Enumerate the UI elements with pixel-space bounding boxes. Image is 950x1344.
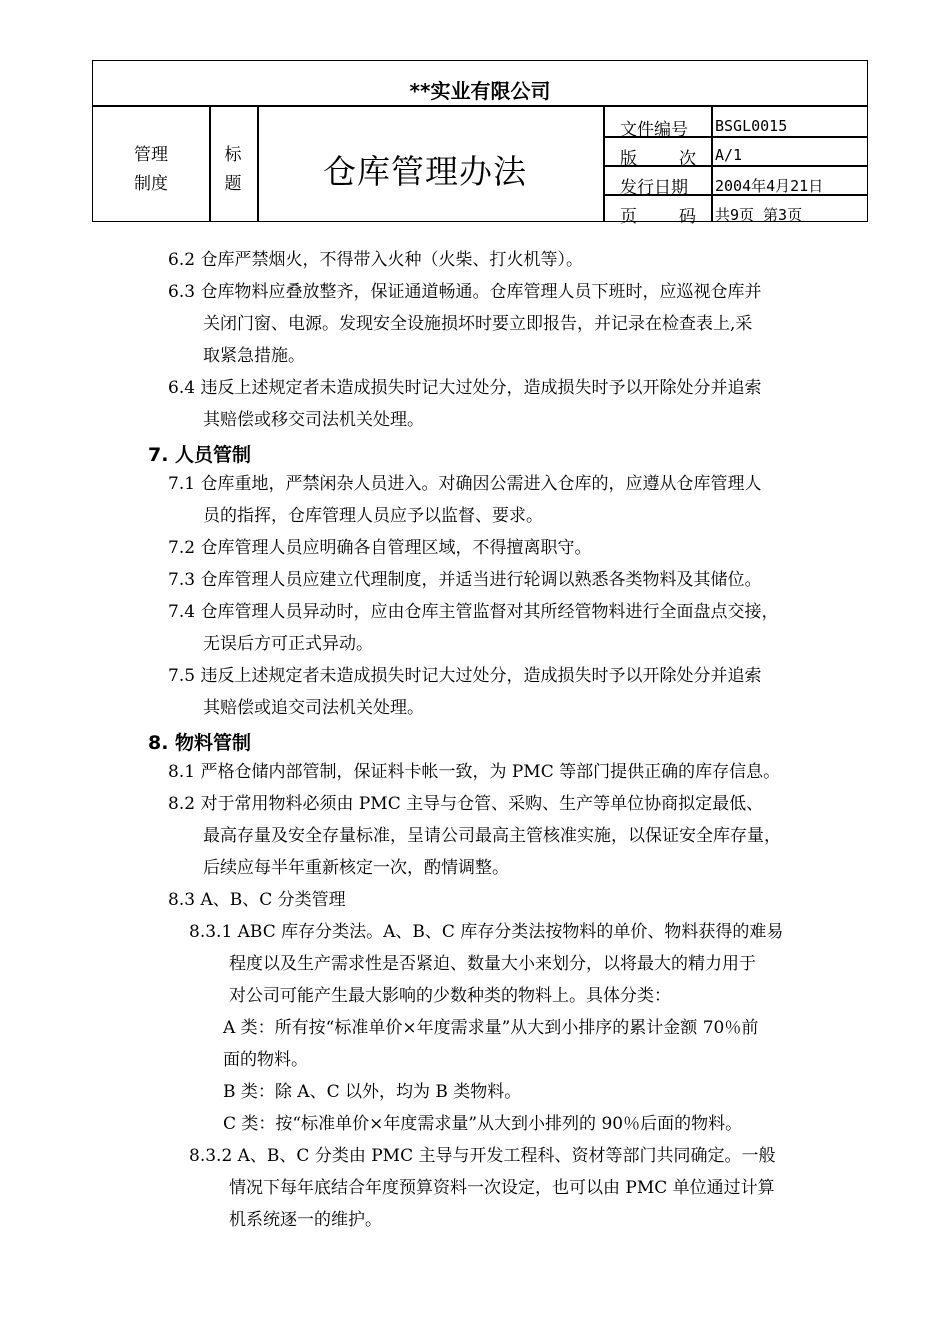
paragraph-line: 无误后方可正式异动。 (203, 634, 373, 654)
paragraph-line: 机系统逐一的维护。 (229, 1210, 382, 1230)
paragraph-line: 员的指挥，仓库管理人员应予以监督、要求。 (203, 506, 543, 526)
paragraph-line: 8.1 严格仓储内部管制，保证料卡帐一致，为 PMC 等部门提供正确的库存信息。 (168, 762, 781, 782)
meta-label-text: 文件编号 (620, 120, 688, 140)
title-label-line: 题 (224, 174, 242, 194)
category-label (93, 141, 209, 199)
meta-label-version (620, 144, 696, 169)
paragraph-line: 情况下每年底结合年度预算资料一次设定，也可以由 PMC 单位通过计算 (229, 1178, 775, 1198)
title-label-line: 标 (224, 145, 242, 165)
meta-label-page (620, 202, 696, 227)
paragraph-line: 程度以及生产需求性是否紧迫、数量大小来划分，以将最大的精力用于 (229, 954, 756, 974)
meta-label-issue-date (620, 173, 688, 198)
header-divider (257, 105, 259, 221)
paragraph-line: 7.4 仓库管理人员异动时，应由仓库主管监督对其所经管物料进行全面盘点交接， (168, 602, 779, 622)
paragraph-line: A 类：所有按“标准单价×年度需求量”从大到小排序的累计金额 70％前 (223, 1018, 759, 1038)
header-divider (711, 105, 713, 221)
paragraph-line: C 类：按“标准单价×年度需求量”从大到小排列的 90％后面的物料。 (223, 1114, 743, 1134)
meta-label-text: 码 (679, 207, 696, 227)
paragraph-line: 7.2 仓库管理人员应明确各自管理区域，不得擅离职守。 (168, 538, 592, 558)
section-heading: 7. 人员管制 (148, 444, 252, 466)
paragraph-line: 后续应每半年重新核定一次，酌情调整。 (203, 858, 509, 878)
paragraph-line: 6.2 仓库严禁烟火，不得带入火种（火柴、打火机等）。 (168, 250, 583, 270)
paragraph-line: 对公司可能产生最大影响的少数种类的物料上。具体分类： (229, 986, 671, 1006)
paragraph-line: 其赔偿或追交司法机关处理。 (203, 698, 424, 718)
paragraph-line: 面的物料。 (223, 1050, 308, 1070)
paragraph-line: 7.3 仓库管理人员应建立代理制度，并适当进行轮调以熟悉各类物料及其储位。 (168, 570, 762, 590)
meta-label-text: 次 (679, 149, 696, 169)
paragraph-line: 8.3.1 ABC 库存分类法。A、B、C 库存分类法按物料的单价、物料获得的难易 (189, 922, 784, 942)
section-heading: 8. 物料管制 (148, 732, 252, 754)
paragraph-line: 6.4 违反上述规定者未造成损失时记大过处分，造成损失时予以开除处分并追索 (168, 378, 762, 398)
meta-label-text: 版 (620, 149, 637, 169)
paragraph-line: 8.2 对于常用物料必须由 PMC 主导与仓管、采购、生产等单位协商拟定最低、 (168, 794, 764, 814)
paragraph-line: B 类：除 A、C 以外，均为 B 类物料。 (223, 1082, 522, 1102)
meta-label-file-number (620, 115, 688, 140)
paragraph-line: 6.3 仓库物料应叠放整齐，保证通道畅通。仓库管理人员下班时，应巡视仓库并 (168, 282, 762, 302)
document-title: 仓库管理办法 (323, 152, 527, 191)
paragraph-line: 8.3.2 A、B、C 分类由 PMC 主导与开发工程科、资材等部门共同确定。一般 (189, 1146, 776, 1166)
paragraph-line: 取紧急措施。 (203, 346, 305, 366)
category-label-line: 管理 (134, 145, 168, 165)
paragraph-line: 关闭门窗、电源。发现安全设施损坏时要立即报告，并记录在检查表上,采 (203, 314, 753, 334)
meta-label-text: 页 (620, 207, 637, 227)
paragraph-line: 8.3 A、B、C 分类管理 (168, 890, 346, 910)
document-header-table (92, 60, 868, 227)
title-label (209, 141, 257, 199)
paragraph-line: 7.1 仓库重地，严禁闲杂人员进入。对确因公需进入仓库的，应遵从仓库管理人 (168, 474, 762, 494)
meta-label-text: 发行日期 (620, 178, 688, 198)
meta-value-file-number: BSGL0015 (715, 117, 788, 135)
category-label-line: 制度 (134, 174, 168, 194)
paragraph-line: 其赔偿或移交司法机关处理。 (203, 410, 424, 430)
paragraph-line: 最高存量及安全存量标准，呈请公司最高主管核准实施，以保证安全库存量， (203, 826, 781, 846)
company-name: **实业有限公司 (409, 79, 551, 103)
header-divider (603, 105, 605, 221)
meta-value-issue-date: 2004年4月21日 (715, 177, 824, 195)
meta-value-page: 共9页 第3页 (715, 206, 803, 224)
paragraph-line: 7.5 违反上述规定者未造成损失时记大过处分，造成损失时予以开除处分并追索 (168, 666, 762, 686)
meta-value-version: A/1 (715, 146, 743, 164)
